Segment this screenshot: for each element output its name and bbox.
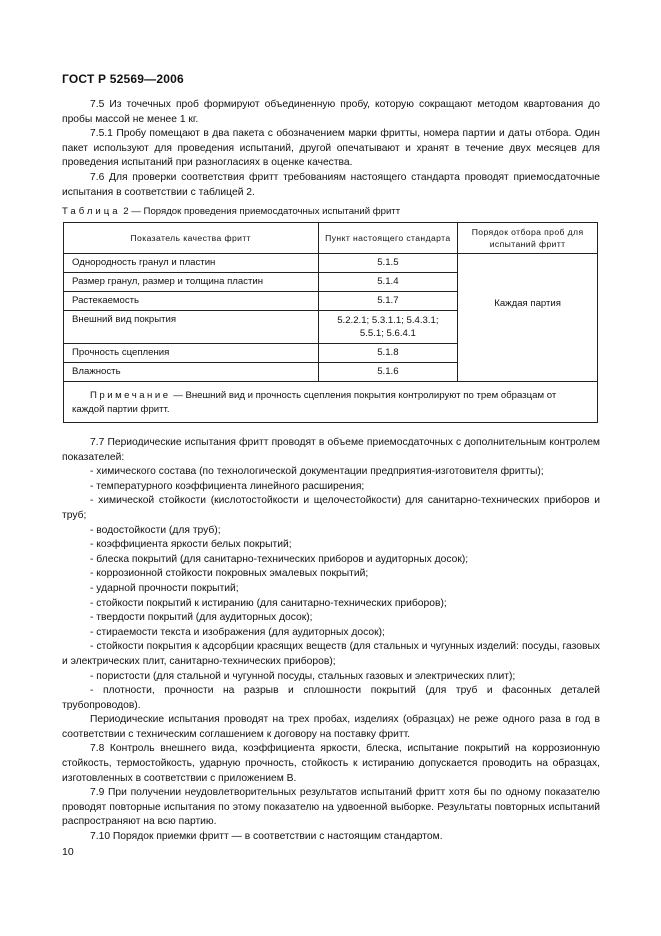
row-clause <box>318 311 458 344</box>
text-block-top <box>62 98 600 200</box>
header-clause: Пункт настоящего стандарта <box>318 223 458 254</box>
table-note-row <box>64 382 598 423</box>
paragraph-7-5: 7.5 Из точечных проб формируют объединенную пробу, которую сокращают методом квартования до пробы массой не менее 1 кг. <box>62 99 600 125</box>
table-caption-text: 2 — Порядок проведения приемосдаточных испытаний фритт <box>120 206 401 217</box>
row-name: Прочность сцепления <box>64 344 319 363</box>
paragraph-7-8: 7.8 Контроль внешнего вида, коэффициента яркости, блеска, испытание покрытий на коррозионную стойкость, термостойкость, ударную прочность, стойкость к истиранию допускается проводить на образцах, изготовленных в соответствии с приложением В. <box>62 743 600 784</box>
row-name: Размер гранул, размер и толщина пластин <box>64 273 319 292</box>
list-item: - твердости покрытий (для аудиторных досок); <box>90 612 313 624</box>
list-item: - температурного коэффициента линейного расширения; <box>90 480 365 492</box>
row-name: Внешний вид покрытия <box>64 311 319 344</box>
list-item: - стираемости текста и изображения (для аудиторных досок); <box>90 626 385 638</box>
table-caption-word: Таблица <box>62 206 121 217</box>
row-clause: 5.1.6 <box>318 363 458 382</box>
note-word: Примечание <box>90 390 171 401</box>
table-note <box>64 382 598 423</box>
list-item: - коррозионной стойкости покровных эмалевых покрытий; <box>90 568 369 580</box>
list-item: - химического состава (по технологической документации предприятия-изготовителя фритты); <box>90 466 544 478</box>
list-item: - блеска покрытий (для санитарно-технических приборов и аудиторных досок); <box>90 553 469 565</box>
row-name: Растекаемость <box>64 292 319 311</box>
table-header-row <box>64 223 598 254</box>
row-clause: 5.1.4 <box>318 273 458 292</box>
row-clause: 5.1.5 <box>318 254 458 273</box>
page-number: 10 <box>62 846 74 858</box>
row-clause: 5.1.7 <box>318 292 458 311</box>
header-indicator: Показатель качества фритт <box>64 223 319 254</box>
list-item: - стойкости покрытий к истиранию (для санитарно-технических приборов); <box>90 597 447 609</box>
row-clause: 5.1.8 <box>318 344 458 363</box>
acceptance-tests-table <box>63 222 598 423</box>
row-name: Однородность гранул и пластин <box>64 254 319 273</box>
paragraph-7-7: 7.7 Периодические испытания фритт проводят в объеме приемосдаточных с дополнительным контролем показателей: <box>62 437 600 463</box>
note-text: — Внешний вид и прочность сцепления покрытия контролируют по трем образцам от каждой партии фритт. <box>72 390 557 415</box>
list-item: - химической стойкости (кислотостойкости и щелочестойкости) для санитарно-технических приборов и труб; <box>62 495 600 521</box>
paragraph-7-6: 7.6 Для проверки соответствия фритт требованиям настоящего стандарта проводят приемосдаточные испытания в соответствии с таблицей 2. <box>62 171 600 198</box>
sampling-cell: Каждая партия <box>458 254 598 382</box>
row-clause-line-2: 5.5.1; 5.6.4.1 <box>359 328 416 339</box>
paragraph-7-9: 7.9 При получении неудовлетворительных результатов испытаний фритт хотя бы по одному показателю проводят повторные испытания по этому показателю на удвоенной выборке. Результаты повторных испытаний распространяют на всю партию. <box>62 787 600 828</box>
list-item: - стойкости покрытия к адсорбции красящих веществ (для стальных и чугунных изделий: посуды, газовых и электрических плит, санитарно-технических приборов); <box>62 641 600 667</box>
list-item: - плотности, прочности на разрыв и сплошности покрытий (для труб и фасонных деталей трубопроводов). <box>62 685 600 711</box>
table-caption <box>62 206 400 217</box>
list-item: - пористости (для стальной и чугунной посуды, стальных газовых и электрических плит); <box>90 670 516 682</box>
paragraph-7-5-1: 7.5.1 Пробу помещают в два пакета с обозначением марки фритты, номера партии и даты отбора. Один пакет используют для проведения испытаний, другой опечатывают и хранят в течение двух месяцев для проведения испытаний при разногласиях в оценке качества. <box>62 128 600 169</box>
table-row <box>64 254 598 273</box>
row-clause-line-1: 5.2.2.1; 5.3.1.1; 5.4.3.1; <box>337 315 439 326</box>
header-sampling: Порядок отбора проб для испытаний фритт <box>458 223 598 254</box>
paragraph-periodic: Периодические испытания проводят на трех пробах, изделиях (образцах) не реже одного раза в год в соответствии с техническим соглашением к договору на поставку фритт. <box>62 714 600 740</box>
list-item: - водостойкости (для труб); <box>90 524 221 536</box>
list-item: - коэффициента яркости белых покрытий; <box>90 539 292 551</box>
paragraph-7-10: 7.10 Порядок приемки фритт — в соответствии с настоящим стандартом. <box>90 831 443 843</box>
text-block-bottom <box>62 436 600 845</box>
standard-header: ГОСТ Р 52569—2006 <box>62 72 184 86</box>
row-name: Влажность <box>64 363 319 382</box>
list-item: - ударной прочности покрытий; <box>90 582 239 594</box>
